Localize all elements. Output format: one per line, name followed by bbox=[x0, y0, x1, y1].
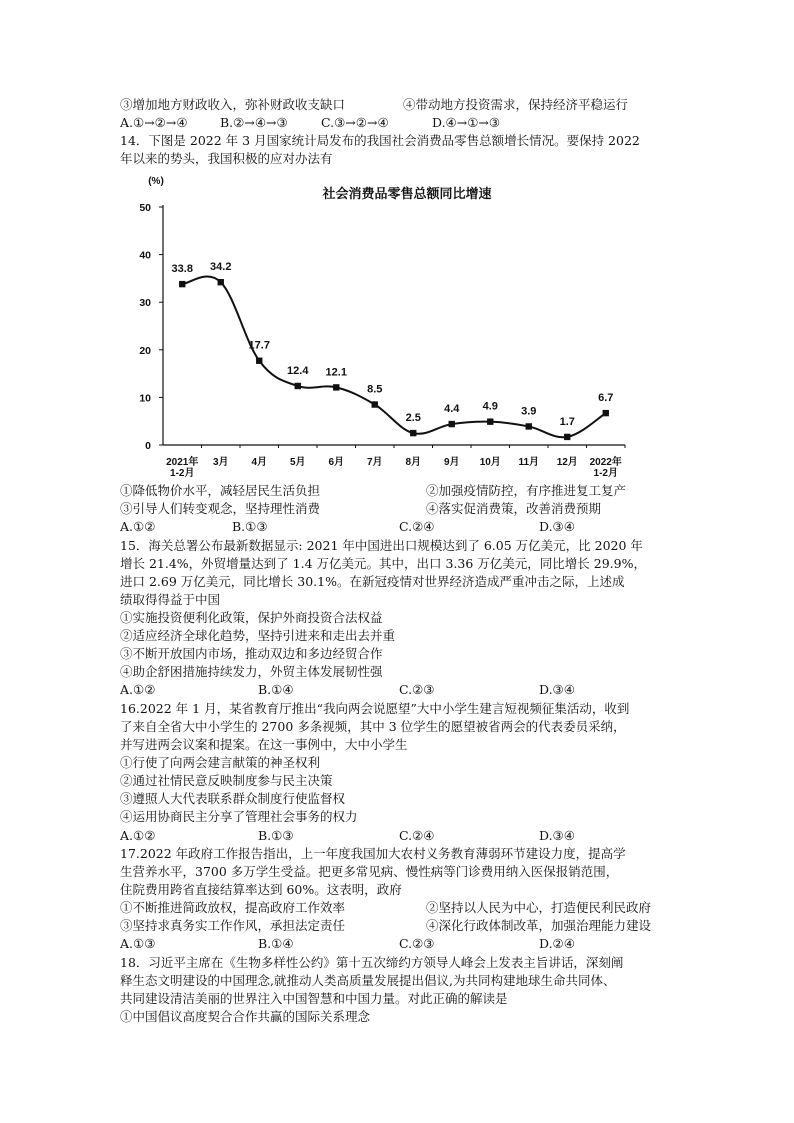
data-label: 12.4 bbox=[287, 364, 309, 377]
data-label: 8.5 bbox=[367, 383, 383, 396]
q15-option-1: ①实施投资便利化政策，保护外商投资合法权益 bbox=[120, 610, 383, 625]
data-label: 2.5 bbox=[405, 412, 421, 425]
x-tick-label: 12月 bbox=[556, 457, 578, 468]
retail-sales-growth-chart bbox=[120, 168, 640, 486]
q16-option-4: ④运用协商民主分享了管理社会事务的权力 bbox=[120, 809, 358, 824]
q17-answer-b[interactable]: B.①④ bbox=[258, 936, 294, 951]
q16-option-1: ①行使了向两会建言献策的神圣权利 bbox=[120, 755, 321, 770]
q15-answer-c[interactable]: C.②③ bbox=[399, 682, 435, 697]
data-label: 1.7 bbox=[559, 415, 575, 428]
q17-option-4: ④深化行政体制改革，加强治理能力建设 bbox=[426, 918, 652, 933]
q15-stem-line-1: 15．海关总署公布最新数据显示: 2021 年中国进出口规模达到了 6.05 万亿美元，比 2020 年 bbox=[120, 538, 643, 553]
q17-answer-c[interactable]: C.②③ bbox=[399, 936, 435, 951]
q15-answer-a[interactable]: A.①② bbox=[120, 682, 156, 697]
q15-stem-line-4: 绩取得得益于中国 bbox=[120, 592, 221, 607]
q17-stem-line-1: 17.2022 年政府工作报告指出，上一年度我国加大农村义务教育薄弱环节建设力度，提高学 bbox=[120, 846, 626, 861]
x-tick-label: 2021年 1-2月 bbox=[166, 457, 199, 479]
q17-stem-line-2: 生营养水平，3700 多万学生受益。把更多常见病、慢性病等门诊费用纳入医保报销范围， bbox=[120, 864, 619, 879]
chart-svg bbox=[120, 168, 640, 486]
x-tick-label: 7月 bbox=[366, 457, 383, 468]
data-point bbox=[218, 279, 224, 285]
q15-option-3: ③不断开放国内市场，推动双边和多边经贸合作 bbox=[120, 646, 383, 661]
data-point bbox=[295, 383, 301, 389]
data-point bbox=[526, 423, 532, 429]
q18-stem-line-3: 共同建设清洁美丽的世界注入中国智慧和中国力量。对此正确的解读是 bbox=[120, 991, 508, 1006]
y-tick-label: 0 bbox=[145, 440, 151, 452]
data-label: 12.1 bbox=[325, 366, 347, 379]
q17-option-2: ②坚持以人民为中心，打造便民利民政府 bbox=[426, 900, 652, 915]
data-label: 34.2 bbox=[210, 261, 232, 274]
y-axis-unit-label: (%) bbox=[148, 176, 164, 187]
q13-answer-d[interactable]: D.④→①→③ bbox=[432, 115, 501, 130]
q15-answer-b[interactable]: B.①④ bbox=[258, 682, 294, 697]
q15-option-2: ②适应经济全球化趋势，坚持引进来和走出去并重 bbox=[120, 628, 396, 643]
q14-stem-line-2: 年以来的势头，我国积极的应对办法有 bbox=[120, 151, 333, 166]
q14-stem-line-1: 14．下图是 2022 年 3 月国家统计局发布的我国社会消费品零售总额增长情况。要保持 2022 bbox=[120, 133, 640, 148]
x-tick-label: 5月 bbox=[289, 457, 306, 468]
q17-stem-line-3: 住院费用跨省直接结算率达到 60%。这表明，政府 bbox=[120, 882, 402, 897]
x-tick-label: 2022年 1-2月 bbox=[589, 457, 622, 479]
data-point bbox=[564, 434, 570, 440]
data-point bbox=[449, 421, 455, 427]
q14-option-1: ①降低物价水平，减轻居民生活负担 bbox=[120, 483, 321, 498]
q16-answer-a[interactable]: A.①② bbox=[120, 828, 156, 843]
q17-option-1: ①不断推进简政放权，提高政府工作效率 bbox=[120, 900, 346, 915]
x-tick-label: 10月 bbox=[479, 457, 501, 468]
q16-answer-b[interactable]: B.①③ bbox=[258, 828, 294, 843]
x-tick-label: 11月 bbox=[518, 457, 540, 468]
data-point bbox=[256, 358, 262, 364]
q17-option-3: ③坚持求真务实工作作风，承担法定责任 bbox=[120, 918, 346, 933]
q16-answer-d[interactable]: D.③④ bbox=[539, 828, 575, 843]
q13-option-4: ④带动地方投资需求，保持经济平稳运行 bbox=[403, 97, 629, 112]
data-label: 33.8 bbox=[171, 263, 193, 276]
q16-stem-line-3: 并写进两会议案和提案。在这一事例中，大中小学生 bbox=[120, 737, 408, 752]
x-tick-label: 9月 bbox=[443, 457, 460, 468]
q14-answer-a[interactable]: A.①② bbox=[120, 519, 156, 534]
q13-answer-c[interactable]: C.③→②→④ bbox=[321, 115, 389, 130]
data-label: 17.7 bbox=[248, 339, 270, 352]
q14-answer-d[interactable]: D.③④ bbox=[539, 519, 575, 534]
data-point bbox=[487, 418, 493, 424]
q18-stem-line-2: 释生态文明建设的中国理念,就推动人类高质量发展提出倡议,为共同构建地球生命共同体、 bbox=[120, 973, 616, 988]
q16-answer-c[interactable]: C.②④ bbox=[399, 828, 435, 843]
q15-answer-d[interactable]: D.③④ bbox=[539, 682, 575, 697]
q13-option-3: ③增加地方财政收入，弥补财政收支缺口 bbox=[120, 97, 346, 112]
q18-stem-line-1: 18．习近平主席在《生物多样性公约》第十五次缔约方领导人峰会上发表主旨讲话，深刻阐 bbox=[120, 955, 624, 970]
q18-option-1: ①中国倡议高度契合合作共赢的国际关系理念 bbox=[120, 1009, 371, 1024]
x-tick-label: 3月 bbox=[212, 457, 229, 468]
q14-option-3: ③引导人们转变观念，坚持理性消费 bbox=[120, 501, 321, 516]
q16-stem-line-2: 了来自全省大中小学生的 2700 多条视频，其中 3 位学生的愿望被省两会的代表委员采纳， bbox=[120, 719, 626, 734]
series-line bbox=[182, 276, 606, 437]
data-label: 3.9 bbox=[521, 405, 537, 418]
data-point bbox=[179, 281, 185, 287]
data-point bbox=[603, 410, 609, 416]
q16-option-3: ③遵照人大代表联系群众制度行使监督权 bbox=[120, 791, 346, 806]
x-tick-label: 4月 bbox=[251, 457, 268, 468]
data-label: 4.4 bbox=[444, 403, 460, 416]
y-tick-label: 10 bbox=[139, 392, 151, 405]
q14-option-4: ④落实促消费策，改善消费预期 bbox=[426, 501, 602, 516]
q14-answer-b[interactable]: B.①③ bbox=[232, 519, 268, 534]
data-point bbox=[372, 401, 378, 407]
x-tick-label: 6月 bbox=[328, 457, 345, 468]
q14-option-2: ②加强疫情防控，有序推进复工复产 bbox=[426, 483, 627, 498]
y-tick-label: 30 bbox=[139, 297, 151, 310]
y-tick-label: 40 bbox=[139, 249, 151, 262]
q15-option-4: ④助企舒困措施持续发力，外贸主体发展韧性强 bbox=[120, 664, 383, 679]
q13-answer-b[interactable]: B.②→④→③ bbox=[220, 115, 288, 130]
q16-option-2: ②通过社情民意反映制度参与民主决策 bbox=[120, 773, 333, 788]
q14-answer-c[interactable]: C.②④ bbox=[399, 519, 435, 534]
q17-answer-a[interactable]: A.①③ bbox=[120, 936, 156, 951]
x-tick-label: 8月 bbox=[405, 457, 422, 468]
data-label: 6.7 bbox=[598, 392, 614, 405]
data-point bbox=[333, 384, 339, 390]
data-point bbox=[410, 430, 416, 436]
q16-stem-line-1: 16.2022 年 1 月，某省教育厅推出“我向两会说愿望”大中小学生建言短视频征集活动，收到 bbox=[120, 701, 630, 716]
q15-stem-line-3: 进口 2.69 万亿美元，同比增长 30.1%。在新冠疫情对世界经济造成严重冲击之际，上述成 bbox=[120, 574, 625, 589]
q13-answer-a[interactable]: A.①→②→④ bbox=[120, 115, 188, 130]
chart-title: 社会消费品零售总额同比增速 bbox=[322, 186, 492, 201]
data-label: 4.9 bbox=[482, 400, 498, 413]
q17-answer-d[interactable]: D.②④ bbox=[539, 936, 575, 951]
q15-stem-line-2: 增长 21.4%，外贸增量达到了 1.4 万亿美元。其中，出口 3.36 万亿美元，同比增长 29.9%， bbox=[120, 556, 646, 571]
y-tick-label: 20 bbox=[139, 344, 151, 357]
y-tick-label: 50 bbox=[139, 202, 151, 214]
